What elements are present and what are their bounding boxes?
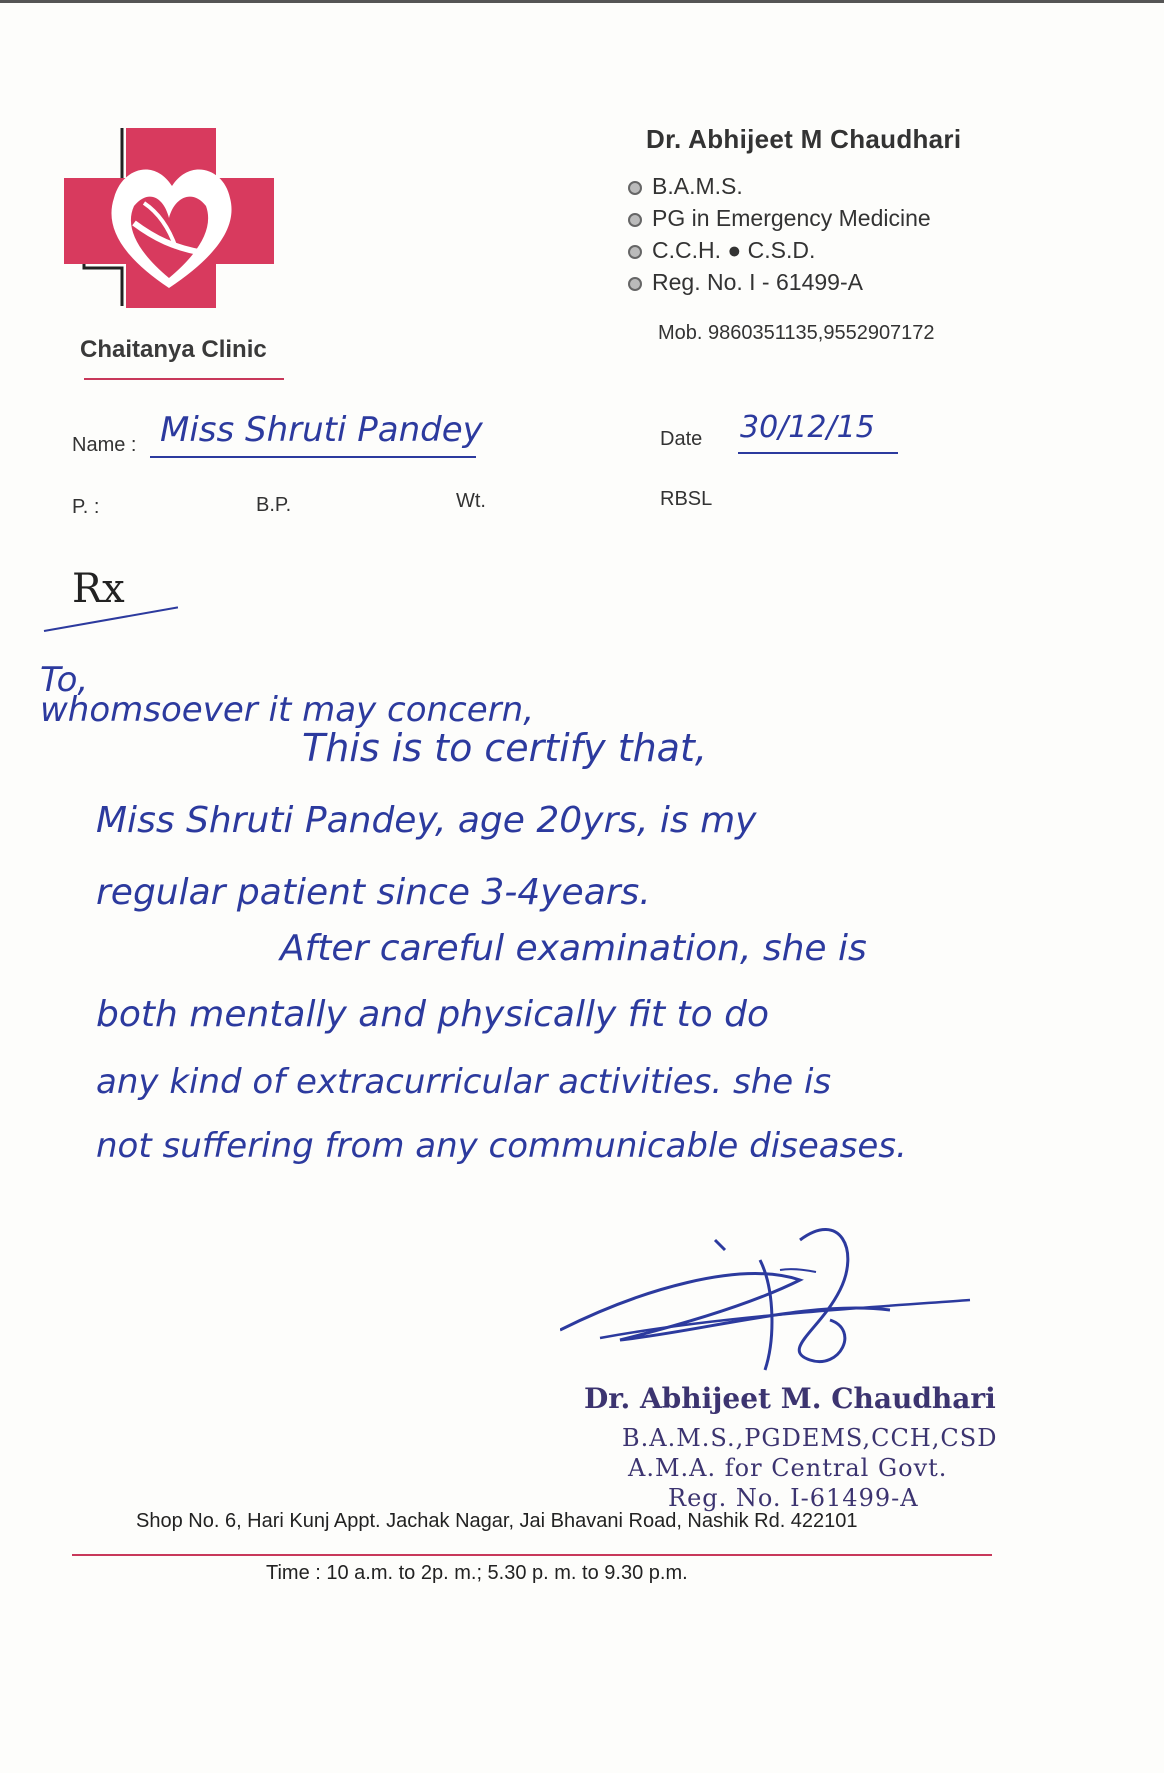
rbsl-label: RBSL (660, 488, 713, 510)
stamp-qualifications: B.A.M.S.,PGDEMS,CCH,CSD (622, 1424, 998, 1452)
doctor-signature (560, 1220, 980, 1390)
weight-label: Wt. (456, 490, 486, 512)
clinic-name: Chaitanya Clinic (80, 336, 267, 363)
letter-line: After careful examination, she is (280, 928, 867, 969)
bullet-icon (628, 277, 642, 291)
top-border (0, 0, 1164, 3)
letter-line: both mentally and physically fit to do (96, 994, 769, 1035)
name-label: Name : (72, 434, 137, 456)
clinic-logo-icon (64, 128, 284, 308)
letter-line: regular patient since 3-4years. (96, 872, 651, 913)
stamp-registration: Reg. No. I-61499-A (668, 1484, 919, 1512)
mobile-numbers: Mob. 9860351135,9552907172 (658, 322, 935, 344)
date-underline (738, 452, 898, 454)
qualification-item: PG in Emergency Medicine (628, 202, 931, 234)
letter-line: To, (40, 660, 89, 700)
qualification-item: C.C.H. ● C.S.D. (628, 234, 931, 266)
clinic-name-underline (84, 378, 284, 380)
footer-divider (72, 1554, 992, 1556)
doctor-name-header: Dr. Abhijeet M Chaudhari (646, 124, 962, 154)
name-underline (150, 456, 476, 458)
clinic-timings: Time : 10 a.m. to 2p. m.; 5.30 p. m. to 9.30 p.m. (266, 1562, 688, 1584)
letter-line: whomsoever it may concern, (40, 690, 534, 730)
letter-line: This is to certify that, (302, 726, 707, 770)
rx-symbol: Rx (72, 566, 125, 612)
bullet-icon (628, 245, 642, 259)
bullet-icon (628, 213, 642, 227)
bp-label: B.P. (256, 494, 292, 516)
pulse-label: P. : (72, 496, 100, 518)
qualification-list (628, 170, 931, 298)
stamp-doctor-name: Dr. Abhijeet M. Chaudhari (584, 1382, 996, 1415)
qualification-item: Reg. No. I - 61499-A (628, 266, 931, 298)
date-label: Date (660, 428, 703, 450)
clinic-address: Shop No. 6, Hari Kunj Appt. Jachak Nagar, Jai Bhavani Road, Nashik Rd. 422101 (136, 1510, 858, 1532)
letter-line: any kind of extracurricular activities. she is (96, 1062, 832, 1102)
letter-line: not suffering from any communicable diseases. (96, 1126, 907, 1166)
stamp-affiliation: A.M.A. for Central Govt. (628, 1454, 948, 1482)
bullet-icon (628, 181, 642, 195)
patient-name-handwritten: Miss Shruti Pandey (160, 410, 483, 450)
date-handwritten: 30/12/15 (740, 410, 875, 445)
qualification-item: B.A.M.S. (628, 170, 931, 202)
letter-line: Miss Shruti Pandey, age 20yrs, is my (96, 800, 757, 841)
